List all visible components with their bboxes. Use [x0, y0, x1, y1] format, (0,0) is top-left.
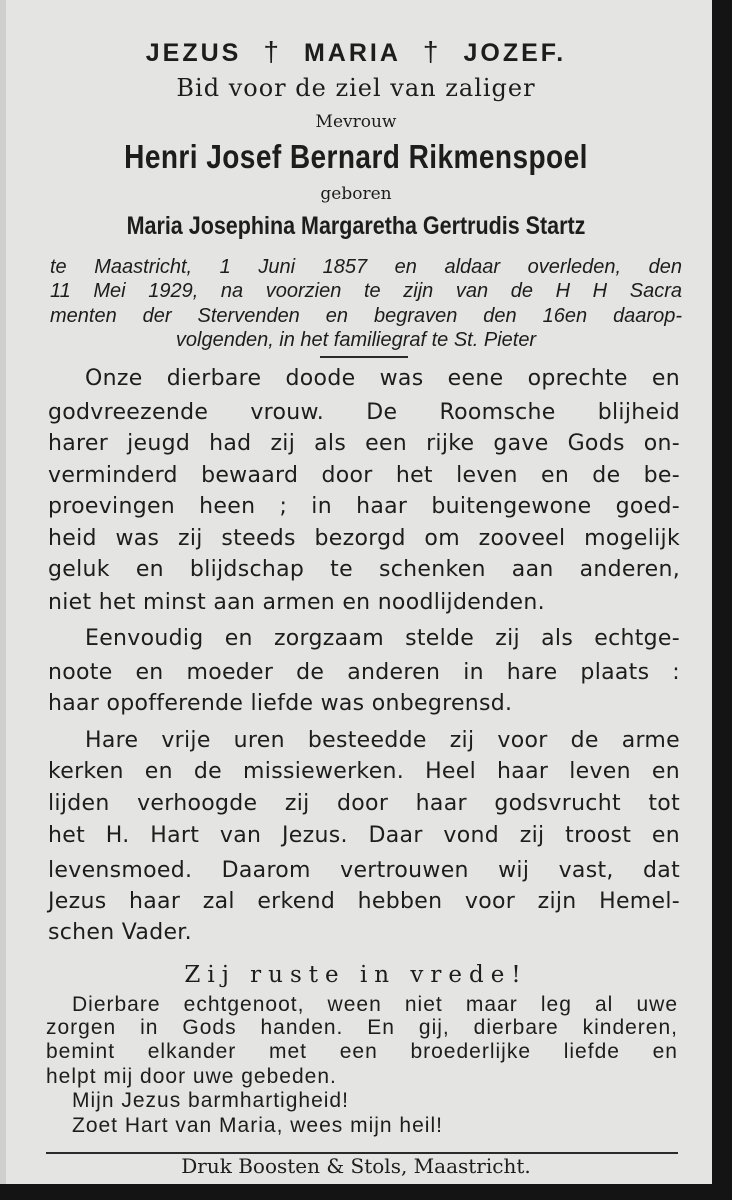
header-word-jozef: JOZEF.	[463, 39, 567, 67]
body-line: verminderd bewaard door het leven en de be-	[48, 463, 680, 488]
card-shadow-right	[712, 0, 732, 1200]
body-line: proevingen heen ; in haar buitengewone goed-	[48, 494, 680, 519]
details-line: 11 Mei 1929, na voorzien te zijn van de H H Sacra	[50, 280, 682, 302]
cross-icon: †	[263, 36, 282, 67]
body-line: kerken en de missiewerken. Heel haar leven en	[48, 759, 680, 784]
body-line: Jezus haar zal erkend hebben voor zijn Hemel-	[48, 889, 680, 914]
card-shadow-bottom	[0, 1184, 732, 1200]
body-line: levensmoed. Daarom vertrouwen wij vast, dat	[48, 858, 680, 883]
title-word: Mevrouw	[315, 112, 397, 132]
card-edge	[0, 0, 6, 1200]
header-word-maria: MARIA	[303, 39, 401, 67]
prayer-line: Mijn Jezus barmhartigheid!	[72, 1089, 349, 1112]
body-line: geluk en blijdschap te schenken aan anderen,	[48, 557, 680, 582]
body-line: noote en moeder de anderen in hare plaats :	[48, 660, 680, 685]
prayer-line: Zoet Hart van Maria, wees mijn heil!	[72, 1114, 443, 1137]
body-line: harer jeugd had zij als een rijke gave Gods on-	[48, 431, 680, 456]
printer-credit: Druk Boosten & Stols, Maastricht.	[181, 1154, 531, 1178]
header-word-jezus: JEZUS	[145, 39, 242, 67]
body-line: niet het minst aan armen en noodlijdenden.	[48, 590, 545, 615]
body-line: schen Vader.	[48, 920, 192, 945]
body-line: lijden verhoogde zij door haar godsvrucht tot	[48, 791, 680, 816]
details-line: menten der Stervenden en begraven den 16en daarop-	[50, 305, 682, 327]
body-line: godvreezende vrouw. De Roomsche blijheid	[48, 400, 680, 425]
birth-name: Maria Josephina Margaretha Gertrudis Startz	[126, 212, 586, 240]
details-line: te Maastricht, 1 Juni 1857 en aldaar overleden, den	[50, 256, 682, 278]
rest-in-peace-heading: Zij ruste in vrede!	[184, 962, 528, 988]
body-line: Hare vrije uren besteedde zij voor de arme	[85, 728, 680, 753]
born-label: geboren	[320, 184, 392, 204]
header-invocation	[0, 38, 712, 66]
intro-line: Bid voor de ziel van zaliger	[176, 74, 536, 102]
prayer-line: Dierbare echtgenoot, ween niet maar leg al uwe	[72, 993, 678, 1016]
prayer-line: helpt mij door uwe gebeden.	[46, 1065, 337, 1088]
body-line: haar opofferende liefde was onbegrensd.	[48, 691, 513, 716]
deceased-name: Henri Josef Bernard Rikmenspoel	[124, 138, 588, 175]
body-line: heid was zij steeds bezorgd om zooveel mogelijk	[48, 526, 680, 551]
body-line: het H. Hart van Jezus. Daar vond zij troost en	[48, 823, 680, 848]
divider	[320, 356, 408, 358]
body-line: Eenvoudig en zorgzaam stelde zij als echtge-	[85, 626, 680, 651]
prayer-line: zorgen in Gods handen. En gij, dierbare kinderen,	[46, 1016, 678, 1039]
cross-icon: †	[422, 36, 442, 67]
details-line: volgenden, in het familiegraf te St. Pieter	[175, 329, 537, 351]
prayer-line: bemint elkander met een broederlijke liefde en	[46, 1040, 678, 1063]
body-line: Onze dierbare doode was eene oprechte en	[85, 366, 680, 391]
